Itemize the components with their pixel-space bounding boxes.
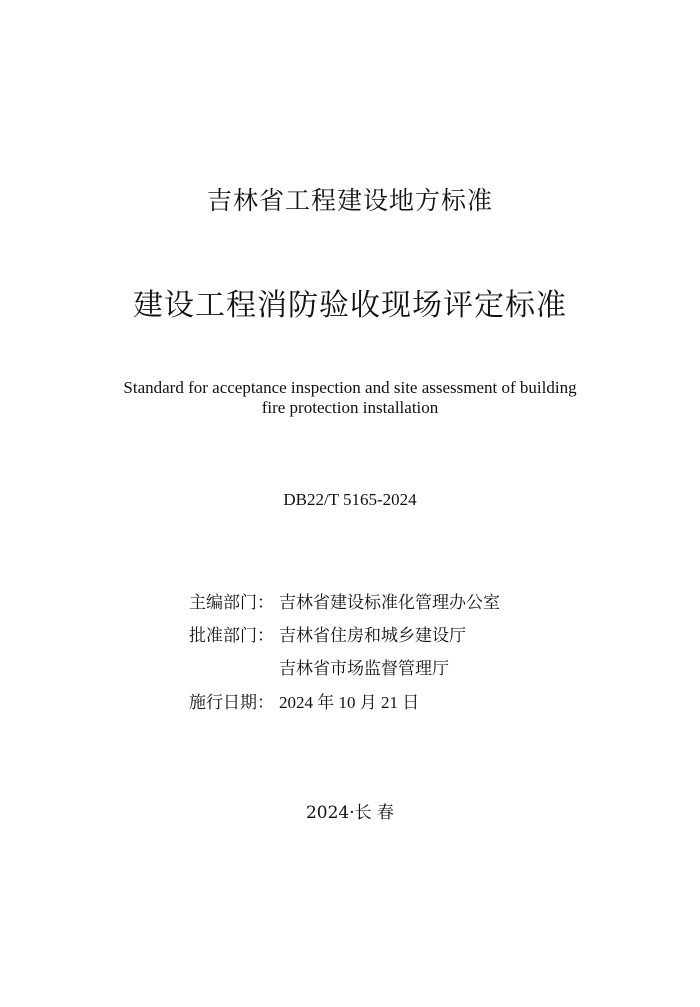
approver-value-1: 吉林省住房和城乡建设厅 xyxy=(279,626,466,646)
english-title-line-2: fire protection installation xyxy=(261,398,439,417)
editor-label: 主编部门： xyxy=(189,593,274,613)
approver-row xyxy=(189,623,500,656)
approver-value-2: 吉林省市场监督管理厅 xyxy=(279,659,449,679)
english-title-line-1: Standard for acceptance inspection and site assessment of building xyxy=(123,378,577,397)
footer-place-year: 2024·长 春 xyxy=(305,803,395,823)
effective-date-row xyxy=(189,689,500,722)
main-title: 建设工程消防验收现场评定标准 xyxy=(133,288,567,323)
standard-code: DB22/T 5165-2024 xyxy=(283,490,417,509)
series-title: 吉林省工程建设地方标准 xyxy=(206,186,493,215)
effective-date-label: 施行日期： xyxy=(189,693,274,713)
editor-row xyxy=(189,590,500,623)
approver-label: 批准部门： xyxy=(189,626,274,646)
english-title xyxy=(0,378,700,418)
editor-value: 吉林省建设标准化管理办公室 xyxy=(279,593,500,613)
approver-row-2 xyxy=(189,656,500,689)
publication-info xyxy=(189,590,500,722)
effective-date-value: 2024 年 10 月 21 日 xyxy=(279,693,420,712)
